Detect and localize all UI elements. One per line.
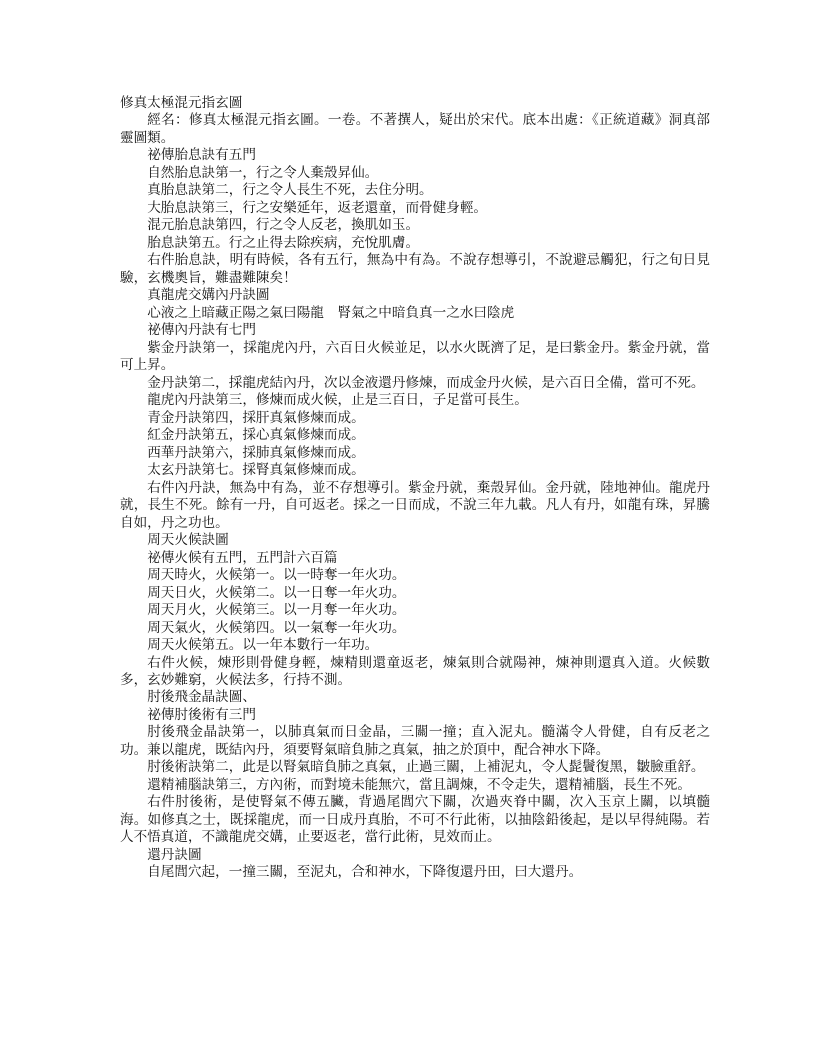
body-paragraph: 右件火候，煉形則骨健身輕，煉精則還童返老，煉氣則合就陽神，煉神則還真入道。火候數多，玄妙難窮，火候法多，行持不測。 [120,654,710,688]
list-item: 太玄丹訣第七。採腎真氣修煉而成。 [147,462,365,479]
list-item: 紅金丹訣第五，採心真氣修煉而成。 [147,427,365,444]
list-item: 青金丹訣第四，採肝真氣修煉而成。 [147,409,365,426]
section-heading: 祕傳火候有五門，五門計六百篇 [147,549,338,566]
list-item: 自尾閭穴起，一撞三關，至泥丸，合和神水，下降復還丹田，曰大還丹。 [147,864,583,881]
section-heading: 祕傳胎息訣有五門 [147,147,256,164]
document-title: 修真太極混元指玄圖 [120,95,243,111]
list-item: 周天氣火，火候第四。以一氣奪一年火功。 [147,619,406,636]
body-paragraph: 右件胎息訣，明有時候，各有五行，無為中有為。不說存想導引，不說避忌觸犯，行之旬日見驗，玄機奧旨，難盡難陳矣！ [120,252,710,286]
list-item: 肘後飛金晶訣第一，以肺真氣而日金晶，三關一撞；直入泥丸。髓滿令人骨健，自有反老之功。兼以龍虎，既結內丹，須要腎氣暗負肺之真氣，抽之於頂中，配合神水下降。 [120,724,710,758]
section-heading: 祕傳內丹訣有七門 [147,322,256,339]
list-item: 周天日火，火候第二。以一日奪一年火功。 [147,584,406,601]
section-heading: 祕傳肘後術有三門 [147,706,256,723]
body-paragraph: 右件肘後術，是使腎氣不傳五臟，背過尾閭穴下關，次過夾脊中關，次入玉京上關，以填髓海。如修真之士，既採龍虎，而一日成丹真胎，不可不行此術，以抽陰鉛後起，是以早得純陽。若人不悟真道，不識龍虎交媾，止要返老，當行此術，見效而止。 [120,794,710,846]
figure-caption: 心液之上暗藏正陽之氣曰陽龍 腎氣之中暗負真一之水曰陰虎 [147,304,515,321]
list-item: 自然胎息訣第一，行之令人棄殼昇仙。 [147,164,379,181]
list-item: 西華丹訣第六，採肺真氣修煉而成。 [147,444,365,461]
list-item: 周天月火，火候第三。以一月奪一年火功。 [147,602,406,619]
list-item: 真胎息訣第二，行之令人長生不死，去住分明。 [147,182,433,199]
list-item: 龍虎內丹訣第三，修煉而成火候，止是三百日，子足當可長生。 [147,392,528,409]
section-heading: 周天火候訣圖 [147,532,229,549]
section-heading: 肘後飛金晶訣圖、 [147,689,256,706]
list-item: 周天時火，火候第一。以一時奪一年火功。 [147,567,406,584]
list-item: 肘後術訣第二，此是以腎氣暗負肺之真氣，止過三關，上補泥丸，令人髭鬢復黑，皺臉重舒。 [147,759,705,776]
list-item: 紫金丹訣第一，採龍虎內丹，六百日火候並足，以水火既濟了足，是曰紫金丹。紫金丹就，當可上昇。 [120,339,710,374]
list-item: 胎息訣第五。行之止得去除疾病，充悅肌膚。 [147,234,420,251]
section-heading: 還丹訣圖 [147,846,202,863]
list-item: 周天火候第五。以一年本數行一年功。 [147,637,379,654]
body-paragraph: 右件內丹訣，無為中有為，並不存想導引。紫金丹就，棄殼昇仙。金丹就，陸地神仙。龍虎丹就，長生不死。餘有一丹，自可返老。採之一日而成，不說三年九載。凡人有丹，如龍有珠，昇騰自如，丹之功也。 [120,479,710,531]
document-page [120,95,710,882]
list-item: 還精補腦訣第三，方內術，而對境未能無穴，當且調煉，不令走失，還精補腦，長生不死。 [147,776,691,793]
list-item: 混元胎息訣第四，行之令人反老，換肌如玉。 [147,217,420,234]
section-heading: 真龍虎交媾內丹訣圖 [147,287,270,304]
list-item: 大胎息訣第三，行之安樂延年，返老還童，而骨健身輕。 [147,199,488,216]
scripture-metadata: 經名：修真太極混元指玄圖。一卷。不著撰人，疑出於宋代。底本出處：《正統道藏》洞真部靈圖類。 [120,112,710,146]
list-item: 金丹訣第二，採龍虎結內丹，次以金液還丹修煉，而成金丹火候，是六百日全備，當可不死。 [147,374,705,391]
